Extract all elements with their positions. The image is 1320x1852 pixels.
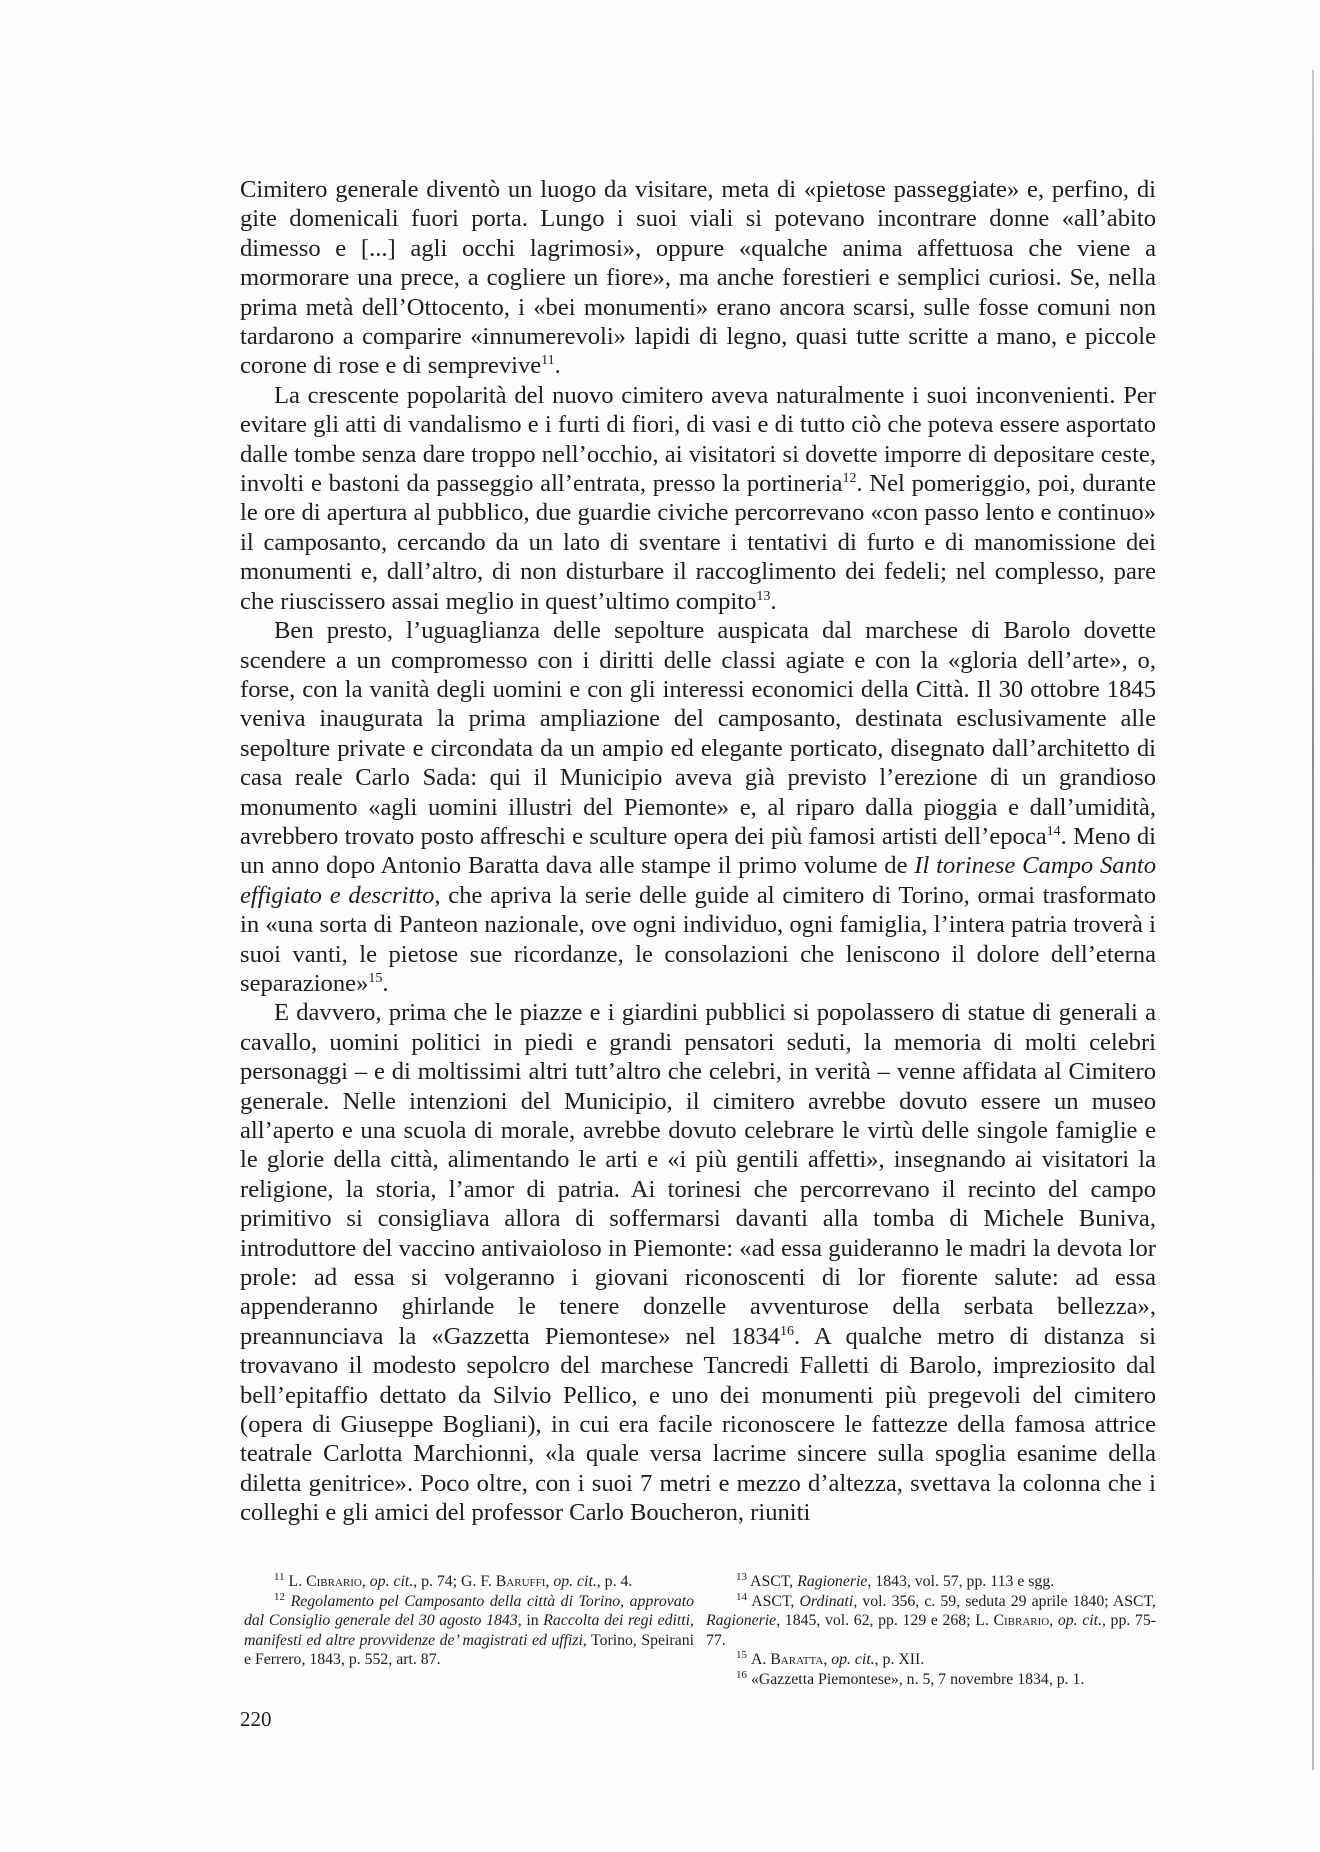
body-text	[240, 175, 1156, 1528]
text-run: .	[382, 969, 389, 997]
footnote	[706, 1592, 1156, 1651]
author-name: G. F. Baruffi	[461, 1573, 546, 1590]
footnote-ref: 14	[1046, 823, 1061, 839]
footnote-ref: 15	[368, 970, 383, 986]
italic-text: op. cit.	[831, 1651, 875, 1669]
italic-text: op. cit.	[553, 1573, 597, 1590]
text-run: ,	[1049, 1612, 1058, 1630]
text-run: . A qualche metro di distanza si trovavano il modesto sepolcro del marchese Tancredi Falletti di Barolo, impreziosito dal bell’epitaffio dettato da Silvio Pellico, e uno dei monumenti più pregevoli del cimitero (opera di Giuseppe Bogliani), in cui era facile riconoscere le fattezze della famosa attrice teatrale Carlotta Marchionni, «la quale versa lacrime sincere sulla spoglia esanime della diletta genitrice». Poco oltre, con i suoi 7 metri e mezzo d’altezza, svettava la colonna che i colleghi e gli amici del professor Carlo Boucheron, riuniti	[240, 1322, 1156, 1527]
text-run: , che apriva la serie delle guide al cimitero di Torino, ormai trasformato in «una sorta di Panteon nazionale, ove ogni individuo, ogni famiglia, l’intera patria troverà i suoi vanti, le pietose sue ricordanze, le consolazioni che leniscono il dolore dell’eterna separazione»	[240, 881, 1156, 997]
italic-text: op. cit.	[369, 1573, 414, 1590]
italic-text: Raccolta dei regi editti, manifesti ed altre provvidenze de’ magistrati ed uffizi	[244, 1612, 694, 1649]
text-run: , 1845, vol. 62, pp. 129 e 268;	[776, 1612, 976, 1630]
text-run: E davvero, prima che le piazze e i giardini pubblici si popolassero di statue di generali a cavallo, uomini politici in piedi e grandi pensatori seduti, la memoria di molti celebri personaggi – e di moltissimi altri tutt’altro che celebri, in verità – venne affidata al Cimitero generale. Nelle intenzioni del Municipio, il cimitero avrebbe dovuto essere un museo all’aperto e una scuola di morale, avrebbe dovuto celebrare le virtù delle singole famiglie e le glorie della città, alimentando le arti e «i più gentili affetti», insegnando ai visitatori la religione, la storia, l’amor di patria. Ai torinesi che percorrevano il recinto del campo primitivo si consigliava allora di soffermarsi davanti alla tomba di Michele Buniva, introduttore del vaccino antivaioloso in Piemonte: «ad essa guideranno le madri la devota lor prole: ad essa si volgeranno i giovani riconoscenti di lor fiorente salute: ad essa appenderanno ghirlande le tenere donzelle avventurose della serbata bellezza», preannunciava la «Gazzetta Piemontese» nel 1834	[240, 999, 1156, 1350]
italic-text: Il torinese Campo Santo effigiato e descritto	[240, 852, 1156, 909]
text-run: .	[770, 587, 777, 615]
text-run: , 1843, vol. 57, pp. 113 e sgg.	[867, 1573, 1055, 1590]
text-run: «Gazzetta Piemontese», n. 5, 7 novembre 1834, p. 1.	[747, 1670, 1085, 1688]
page-number: 220	[240, 1707, 272, 1731]
paragraph	[240, 616, 1156, 998]
author-name: L. Cibrario	[975, 1612, 1050, 1630]
text-run: , p. 74;	[413, 1573, 462, 1590]
footnote-ref: 16	[780, 1323, 795, 1339]
italic-text: Ragionerie	[706, 1612, 777, 1630]
text-run: , Torino, Speirani e Ferrero, 1843, p. 552, art. 87.	[244, 1631, 694, 1669]
text-run: ,	[361, 1573, 370, 1590]
text-run: Ben presto, l’uguaglianza delle sepolture auspicata dal marchese di Barolo dovette scendere a un compromesso con i diritti delle classi agiate e con la «gloria dell’arte», o, forse, con la vanità degli uomini e con gli interessi economici della Città. Il 30 ottobre 1845 veniva inaugurata la prima ampliazione del camposanto, destinata esclusivamente alle sepolture private e circondata da un ampio ed elegante porticato, disegnato dall’architetto di casa reale Carlo Sada: qui il Municipio aveva già previsto l’erezione di un grandioso monumento «agli uomini illustri del Piemonte» e, al riparo dalla pioggia e dall’umidità, avrebbero trovato posto affreschi e sculture opera dei più famosi artisti dell’epoca	[240, 617, 1156, 850]
text-run: , in	[517, 1612, 544, 1630]
footnote-ref: 13	[756, 588, 771, 604]
footnote-number: 16	[736, 1668, 747, 1681]
text-run: , vol. 356, c. 59, seduta 29 aprile 1840; ASCT,	[853, 1592, 1157, 1610]
footnote-number: 11	[274, 1571, 285, 1583]
author-name: L. Cibrario	[288, 1573, 362, 1590]
scan-edge-line	[1312, 70, 1314, 1770]
footnotes-right-column	[706, 1572, 1156, 1690]
text-run: .	[554, 352, 561, 380]
paragraph	[240, 998, 1156, 1527]
italic-text: Ragionerie	[797, 1573, 868, 1590]
footnote	[706, 1670, 1156, 1690]
text-run: Cimitero generale diventò un luogo da visitare, meta di «pietose passeggiate» e, perfino, di gite domenicali fuori porta. Lungo i suoi viali si potevano incontrare donne «all’abito dimesso e [...] agli occhi lagrimosi», oppure «qualche anima affettuosa che viene a mormorare una prece, a cogliere un fiore», ma anche forestieri e semplici curiosi. Se, nella prima metà dell’Ottocento, i «bei monumenti» erano ancora scarsi, sulle fosse comuni non tardarono a comparire «innumerevoli» lapidi di legno, quasi tutte scritte a mano, e piccole corone di rose e di semprevive	[240, 176, 1156, 380]
footnote-number: 13	[736, 1571, 747, 1583]
paragraph	[240, 381, 1156, 616]
footnotes	[244, 1572, 1156, 1690]
footnote-number: 14	[736, 1590, 747, 1603]
text-run: , p. XII.	[874, 1651, 925, 1669]
footnote-ref: 11	[541, 353, 555, 369]
footnote	[706, 1572, 1156, 1592]
footnote-number: 15	[736, 1649, 747, 1662]
footnotes-left-column	[244, 1572, 694, 1690]
footnote	[244, 1572, 694, 1592]
text-run: , pp. 75-77.	[706, 1612, 1156, 1649]
italic-text: op. cit.	[1057, 1612, 1102, 1630]
paragraph	[240, 175, 1156, 381]
footnote	[244, 1592, 694, 1670]
text-run: ,	[545, 1573, 554, 1590]
footnote	[706, 1650, 1156, 1670]
text-run: . Nel pomeriggio, poi, durante le ore di apertura al pubblico, due guardie civiche percorrevano «con passo lento e continuo» il camposanto, cercando da un lato di sventare i tentativi di furto e di manomissione dei monumenti e, dall’altro, di non disturbare il raccoglimento dei fedeli; nel complesso, pare che riuscissero assai meglio in quest’ultimo compito	[240, 470, 1156, 615]
author-name: A. Baratta	[750, 1651, 824, 1669]
text-run: ASCT,	[747, 1592, 800, 1610]
footnote-ref: 12	[842, 471, 857, 487]
italic-text: Ordinati	[799, 1592, 854, 1610]
text-run: La crescente popolarità del nuovo cimitero aveva naturalmente i suoi inconvenienti. Per evitare gli atti di vandalismo e i furti di fiori, di vasi e di tutto ciò che poteva essere asportato dalle tombe senza dare troppo nell’occhio, ai visitatori si dovette imporre di depositare ceste, involti e bastoni da passeggio all’entrata, presso la portineria	[240, 381, 1156, 498]
text-run: , p. 4.	[596, 1573, 633, 1590]
italic-text: Regolamento pel Camposanto della città di Torino, approvato dal Consiglio generale del 30 agosto 1843	[244, 1592, 695, 1630]
text-run: ASCT,	[747, 1573, 798, 1590]
text-run: . Meno di un anno dopo Antonio Baratta dava alle stampe il primo volume de	[240, 822, 1156, 880]
text-run: ,	[823, 1651, 832, 1669]
footnote-number: 12	[274, 1590, 285, 1603]
